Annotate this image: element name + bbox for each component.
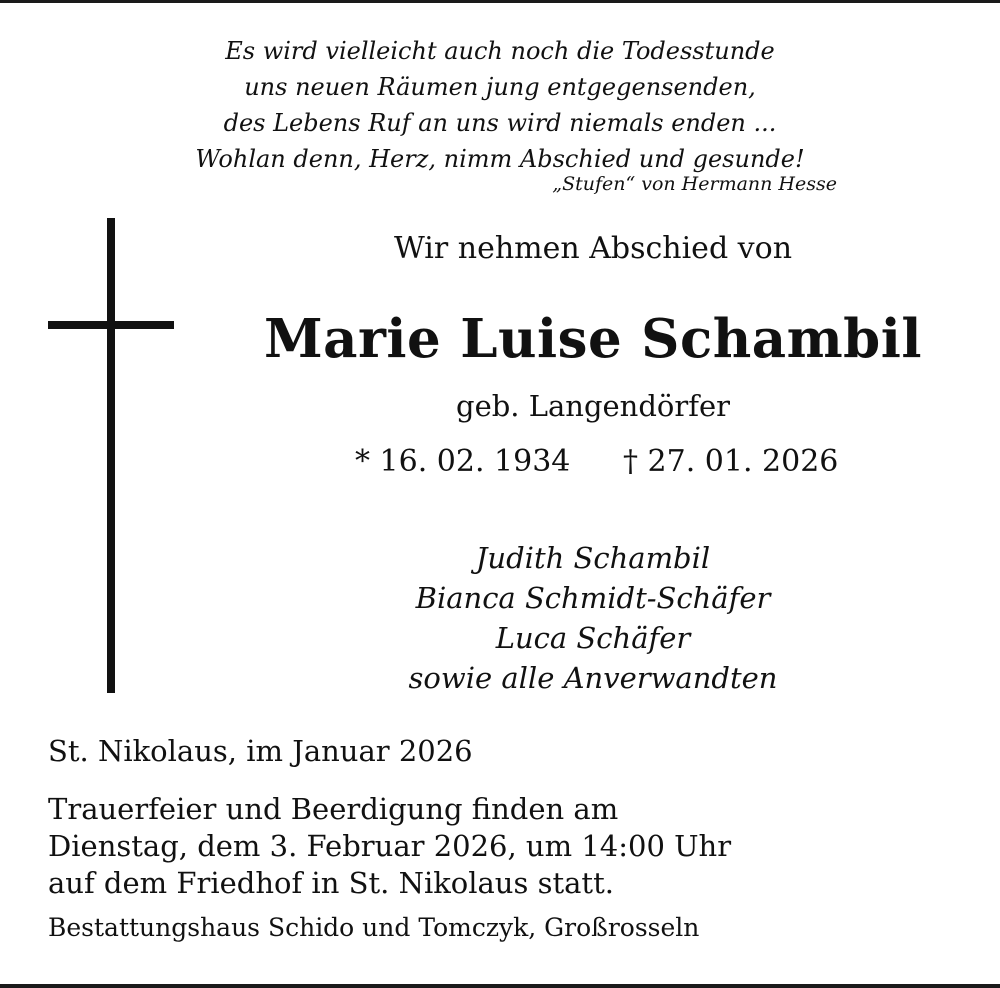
- deceased-name: Marie Luise Schambil: [263, 308, 922, 370]
- poem-source: „Stufen“ von Hermann Hesse: [552, 173, 837, 195]
- place-date: St. Nikolaus, im Januar 2026: [48, 734, 473, 768]
- cross-vertical-bar: [107, 218, 115, 693]
- undertaker: Bestattungshaus Schido und Tomczyk, Großrosseln: [48, 913, 700, 942]
- poem-line: Es wird vielleicht auch noch die Todesstunde: [225, 37, 775, 65]
- mourners-list: [193, 538, 993, 698]
- service-line: Dienstag, dem 3. Februar 2026, um 14:00 Uhr: [48, 829, 732, 863]
- service-details: [48, 791, 731, 902]
- service-line: Trauerfeier und Beerdigung finden am: [48, 792, 619, 826]
- mourner-name: Luca Schäfer: [495, 621, 691, 655]
- service-line: auf dem Friedhof in St. Nikolaus statt.: [48, 866, 614, 900]
- mourner-name: sowie alle Anverwandten: [408, 661, 778, 695]
- maiden-name: geb. Langendörfer: [456, 389, 730, 423]
- farewell-intro: Wir nehmen Abschied von: [393, 231, 793, 266]
- poem-line: des Lebens Ruf an uns wird niemals enden ...: [223, 109, 777, 137]
- cross-horizontal-bar: [48, 321, 174, 329]
- death-date: † 27. 01. 2026: [623, 444, 839, 479]
- birth-date: * 16. 02. 1934: [355, 444, 571, 479]
- poem-line: uns neuen Räumen jung entgegensenden,: [244, 73, 756, 101]
- poem-quote: [100, 33, 900, 177]
- mourner-name: Bianca Schmidt-Schäfer: [415, 581, 771, 615]
- mourner-name: Judith Schambil: [475, 541, 711, 575]
- poem-line: Wohlan denn, Herz, nimm Abschied und gesunde!: [195, 145, 805, 173]
